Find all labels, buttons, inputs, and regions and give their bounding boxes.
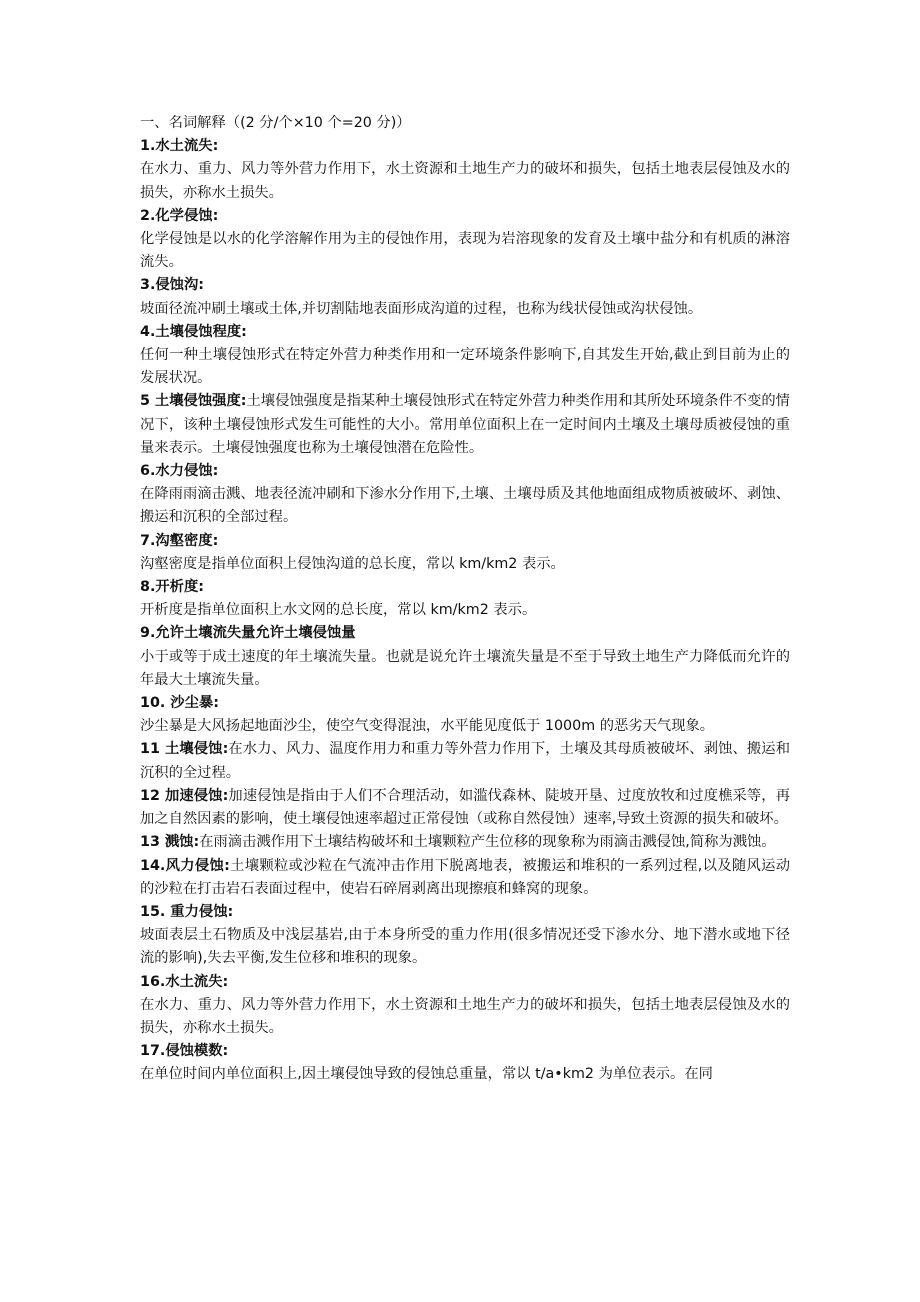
term-title: 9.允许土壤流失量允许土壤侵蚀量: [140, 625, 356, 642]
term-definition: 小于或等于成土速度的年土壤流失量。也就是说允许土壤流失量是不至于导致土地生产力降低而允许的年最大土壤流失量。: [140, 648, 790, 688]
term-title: 14.风力侵蚀:: [140, 857, 230, 874]
term-definition: 加速侵蚀是指由于人们不合理活动，如滥伐森林、陡坡开垦、过度放牧和过度樵采等，再加之自然因素的影响，使土壤侵蚀速率超过正常侵蚀（或称自然侵蚀）速率,导致土资源的损失和破坏。: [140, 787, 790, 828]
term-definition: 任何一种土壤侵蚀形式在特定外营力种类作用和一定环境条件影响下,自其发生开始,截止到目前为止的发展状况。: [140, 347, 790, 387]
term-definition: 沙尘暴是大风扬起地面沙尘，使空气变得混浊，水平能见度低于 1000m 的恶劣天气现象。: [140, 718, 715, 735]
term-definition: 化学侵蚀是以水的化学溶解作用为主的侵蚀作用，表现为岩溶现象的发育及土壤中盐分和有机质的淋溶流失。: [140, 231, 790, 271]
term-definition: 在降雨雨滴击溅、地表径流冲刷和下渗水分作用下,土壤、土壤母质及其他地面组成物质被破坏、剥蚀、搬运和沉积的全部过程。: [140, 486, 790, 526]
term-definition: 在水力、重力、风力等外营力作用下，水土资源和土地生产力的破坏和损失，包括土地表层侵蚀及水的损失，亦称水土损失。: [140, 161, 790, 201]
term-title: 8.开析度:: [140, 579, 204, 596]
term-title: 3.侵蚀沟:: [140, 277, 204, 294]
term-title: 1.水土流失:: [140, 138, 219, 155]
term-title: 10. 沙尘暴:: [140, 695, 219, 712]
term-entry-inline: [140, 738, 790, 784]
term-title: 2.化学侵蚀:: [140, 207, 219, 224]
term-definition: 在水力、风力、温度作用力和重力等外营力作用下，土壤及其母质被破坏、剥蚀、搬运和沉积的全过程。: [140, 741, 790, 781]
term-entry-inline: [140, 785, 790, 831]
term-definition: 沟壑密度是指单位面积上侵蚀沟道的总长度，常以 km/km2 表示。: [140, 555, 565, 572]
term-definition: 在雨滴击溅作用下土壤结构破坏和土壤颗粒产生位移的现象称为雨滴击溅侵蚀,简称为溅蚀。: [199, 834, 776, 851]
term-title: 4.土壤侵蚀程度:: [140, 323, 247, 340]
term-title: 7.沟壑密度:: [140, 532, 219, 549]
term-definition: 在单位时间内单位面积上,因土壤侵蚀导致的侵蚀总重量，常以 t/a•km2 为单位表示。在同: [140, 1066, 713, 1083]
section-heading: 一、名词解释（(2 分/个×10 个=20 分)）: [140, 115, 411, 131]
term-title: 16.水土流失:: [140, 973, 229, 990]
term-definition: 土壤颗粒或沙粒在气流冲击作用下脱离地表，被搬运和堆积的一系列过程,以及随风运动的沙粒在打击岩石表面过程中，使岩石碎屑剥离出现擦痕和蜂窝的现象。: [140, 857, 791, 897]
term-definition: 土壤侵蚀强度是指某种土壤侵蚀形式在特定外营力种类作用和其所处环境条件不变的情况下，该种土壤侵蚀形式发生可能性的大小。常用单位面积上在一定时间内土壤及土壤母质被侵蚀的重量来表示。土壤侵蚀强度也称为土壤侵蚀潜在危险性。: [140, 393, 790, 456]
term-definition: 坡面径流冲刷土壤或土体,并切割陆地表面形成沟道的过程，也称为线状侵蚀或沟状侵蚀。: [140, 300, 703, 317]
term-title: 17.侵蚀模数:: [140, 1043, 229, 1060]
term-title: 15. 重力侵蚀:: [140, 903, 234, 920]
term-definition: 坡面表层土石物质及中浅层基岩,由于本身所受的重力作用(很多情况还受下渗水分、地下潜水或地下径流的影响),失去平衡,发生位移和堆积的现象。: [140, 927, 790, 967]
term-title: 12 加速侵蚀:: [140, 787, 229, 804]
term-entry-inline: [140, 831, 790, 854]
document-page: [140, 112, 790, 1087]
term-title: 11 土壤侵蚀:: [140, 741, 229, 758]
term-definition: 在水力、重力、风力等外营力作用下，水土资源和土地生产力的破坏和损失，包括土地表层侵蚀及水的损失，亦称水土损失。: [140, 996, 790, 1036]
term-title: 5 土壤侵蚀强度:: [140, 393, 247, 410]
term-definition: 开析度是指单位面积上水文网的总长度，常以 km/km2 表示。: [140, 602, 537, 619]
term-title: 13 溅蚀:: [140, 834, 200, 851]
term-title: 6.水力侵蚀:: [140, 463, 219, 480]
term-entry-inline: [140, 855, 790, 901]
term-entry-inline: [140, 390, 790, 460]
